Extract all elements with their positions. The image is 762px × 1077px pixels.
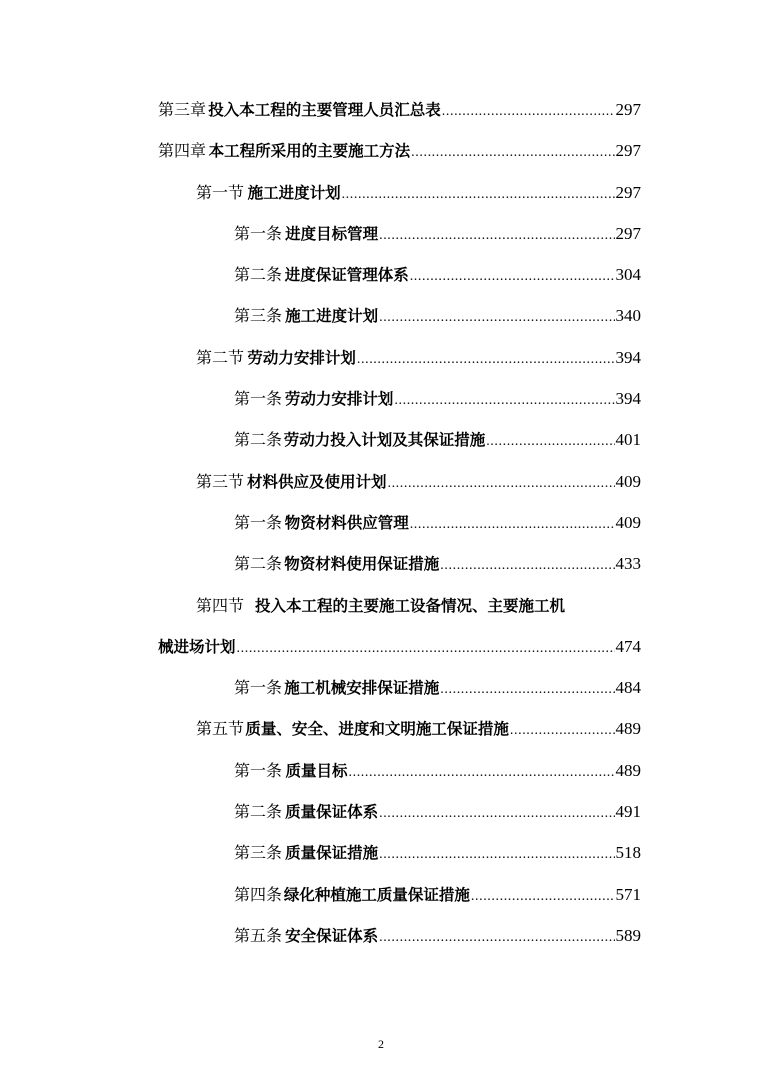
dot-leader bbox=[440, 677, 614, 703]
toc-entry[interactable] bbox=[0, 710, 762, 751]
toc-entry-title: 质量保证体系 bbox=[285, 803, 379, 822]
toc-entry-title: 绿化种植施工质量保证措施 bbox=[283, 885, 470, 904]
dot-leader bbox=[410, 512, 615, 538]
dot-leader bbox=[411, 140, 614, 166]
toc-entry-label: 第五节 bbox=[196, 719, 245, 739]
toc-entry[interactable] bbox=[0, 917, 762, 958]
dot-leader bbox=[379, 305, 614, 331]
toc-entry[interactable] bbox=[0, 463, 762, 504]
dot-leader bbox=[410, 264, 615, 290]
toc-entry-title: 投入本工程的主要管理人员汇总表 bbox=[208, 101, 441, 119]
toc-entry-title: 材料供应及使用计划 bbox=[246, 472, 387, 491]
toc-entry-label: 第三章 bbox=[158, 100, 207, 119]
toc-entry[interactable] bbox=[0, 834, 762, 875]
dot-leader bbox=[237, 636, 615, 662]
toc-entry-label: 第三条 bbox=[234, 843, 283, 863]
toc-entry-page: 518 bbox=[615, 843, 641, 863]
toc-entry[interactable] bbox=[0, 132, 762, 173]
toc-entry-page: 401 bbox=[615, 430, 641, 450]
toc-entry-label: 第三节 bbox=[196, 471, 245, 491]
dot-leader bbox=[394, 388, 614, 414]
toc-entry[interactable] bbox=[0, 339, 762, 380]
toc-entry-label: 第二条 bbox=[234, 554, 283, 574]
toc-entry-title: 施工进度计划 bbox=[247, 183, 341, 202]
toc-entry-title: 物资材料供应管理 bbox=[284, 513, 409, 532]
toc-entry[interactable] bbox=[0, 587, 762, 628]
dot-leader bbox=[342, 182, 615, 208]
toc-entry-page: 297 bbox=[615, 182, 641, 202]
toc-entry-page: 474 bbox=[615, 636, 641, 656]
toc-entry-page: 394 bbox=[615, 347, 641, 367]
toc-entry-page: 489 bbox=[615, 719, 641, 739]
table-of-contents bbox=[0, 91, 762, 958]
toc-entry-page: 409 bbox=[615, 471, 641, 491]
toc-entry[interactable] bbox=[0, 669, 762, 710]
dot-leader bbox=[387, 471, 614, 497]
toc-entry-title: 物资材料使用保证措施 bbox=[284, 555, 440, 574]
toc-entry-title: 施工进度计划 bbox=[285, 307, 379, 326]
dot-leader bbox=[379, 925, 614, 951]
toc-entry-label: 第四条 bbox=[234, 884, 283, 904]
dot-leader bbox=[486, 429, 614, 455]
toc-entry-page: 340 bbox=[615, 306, 641, 326]
toc-entry[interactable] bbox=[0, 380, 762, 421]
toc-entry-page: 297 bbox=[615, 100, 641, 119]
toc-entry-title: 劳动力投入计划及其保证措施 bbox=[283, 431, 486, 450]
dot-leader bbox=[442, 99, 615, 125]
toc-entry-label: 第二条 bbox=[234, 430, 283, 450]
toc-entry-title: 本工程所采用的主要施工方法 bbox=[208, 142, 411, 161]
toc-entry-page: 394 bbox=[615, 389, 641, 409]
toc-entry[interactable] bbox=[0, 876, 762, 917]
dot-leader bbox=[357, 347, 615, 373]
toc-entry[interactable] bbox=[0, 421, 762, 462]
toc-entry-title: 投入本工程的主要施工设备情况、主要施工机 bbox=[255, 596, 566, 615]
toc-entry-label: 第一条 bbox=[234, 760, 283, 780]
toc-entry-label: 第四节 bbox=[196, 595, 245, 615]
toc-entry-page: 484 bbox=[615, 678, 641, 698]
toc-entry-page: 297 bbox=[615, 141, 641, 161]
toc-entry[interactable] bbox=[0, 504, 762, 545]
toc-entry[interactable] bbox=[0, 793, 762, 834]
dot-leader bbox=[440, 553, 614, 579]
dot-leader bbox=[379, 223, 614, 249]
toc-entry[interactable] bbox=[0, 752, 762, 793]
toc-entry[interactable] bbox=[0, 297, 762, 338]
dot-leader bbox=[510, 718, 615, 744]
toc-entry-title: 质量、安全、进度和文明施工保证措施 bbox=[245, 720, 509, 739]
toc-entry-page: 297 bbox=[615, 223, 641, 243]
toc-entry-page: 409 bbox=[615, 512, 641, 532]
toc-entry-title: 质量保证措施 bbox=[285, 844, 379, 863]
dot-leader bbox=[349, 760, 615, 786]
toc-entry-label: 第二条 bbox=[234, 265, 283, 285]
toc-entry-title: 施工机械安排保证措施 bbox=[284, 679, 440, 698]
toc-entry-title: 进度目标管理 bbox=[285, 224, 379, 243]
toc-entry-label: 第一条 bbox=[234, 678, 283, 698]
toc-entry-label: 第一节 bbox=[196, 182, 245, 202]
toc-entry-label: 第五条 bbox=[234, 925, 283, 945]
toc-entry[interactable] bbox=[0, 215, 762, 256]
toc-entry-page: 304 bbox=[615, 265, 641, 285]
toc-entry[interactable] bbox=[0, 545, 762, 586]
toc-entry-page: 589 bbox=[615, 925, 641, 945]
toc-entry-title: 安全保证体系 bbox=[285, 926, 379, 945]
dot-leader bbox=[379, 842, 614, 868]
toc-entry-title: 质量目标 bbox=[285, 761, 348, 780]
toc-entry-page: 489 bbox=[615, 760, 641, 780]
toc-entry-label: 第一条 bbox=[234, 223, 283, 243]
toc-entry-title: 劳动力安排计划 bbox=[284, 390, 394, 409]
toc-entry-title: 进度保证管理体系 bbox=[284, 266, 409, 285]
toc-entry-label: 第三条 bbox=[234, 306, 283, 326]
toc-entry[interactable] bbox=[0, 174, 762, 215]
toc-entry-label: 第二节 bbox=[196, 347, 245, 367]
toc-entry-label: 第一条 bbox=[234, 389, 283, 409]
toc-entry-label: 第二条 bbox=[234, 802, 283, 822]
toc-entry-title: 劳动力安排计划 bbox=[247, 348, 356, 367]
toc-entry-page: 433 bbox=[615, 554, 641, 574]
toc-entry[interactable] bbox=[0, 91, 762, 132]
page-number: 2 bbox=[378, 1037, 384, 1051]
toc-entry-title-continuation: 械进场计划 bbox=[158, 637, 236, 656]
dot-leader bbox=[379, 801, 614, 827]
toc-entry-label: 第一条 bbox=[234, 512, 283, 532]
toc-entry-page: 491 bbox=[615, 802, 641, 822]
toc-entry-label: 第四章 bbox=[158, 141, 207, 161]
dot-leader bbox=[471, 884, 615, 910]
toc-entry-continuation[interactable] bbox=[0, 628, 762, 669]
toc-entry[interactable] bbox=[0, 256, 762, 297]
toc-entry-page: 571 bbox=[615, 884, 641, 904]
